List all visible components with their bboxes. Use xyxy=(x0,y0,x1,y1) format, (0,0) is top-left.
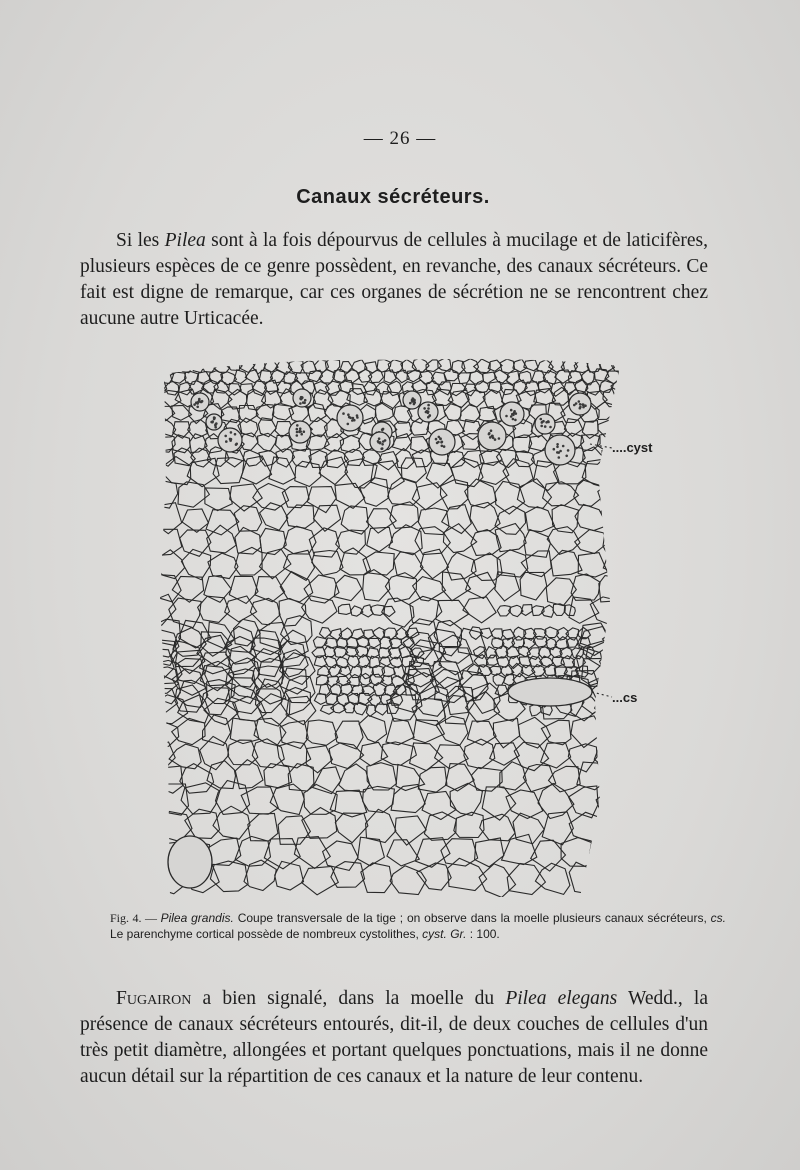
paragraph-1-text-a: Si les xyxy=(116,230,165,251)
tissue-cell xyxy=(229,383,242,395)
cystolith-granule xyxy=(214,426,217,429)
cystolith-granule xyxy=(562,445,565,448)
tissue-cell xyxy=(475,838,504,867)
tissue-cell xyxy=(329,743,363,769)
tissue-cell xyxy=(525,507,554,532)
cystolith-granule xyxy=(296,428,299,431)
tissue-cell xyxy=(603,550,634,577)
tissue-cell xyxy=(167,358,180,372)
cystolith-granule xyxy=(491,435,494,438)
cystolith-granule xyxy=(384,439,387,442)
cystolith-granule xyxy=(211,421,214,424)
tissue-cell xyxy=(234,506,261,532)
tissue-cell xyxy=(360,742,388,765)
tissue-cell xyxy=(288,764,314,792)
cystolith-granule xyxy=(515,412,518,415)
tissue-cell xyxy=(350,666,362,678)
cystolith-granule xyxy=(565,455,568,458)
cystolith-granule xyxy=(347,423,350,426)
tissue-cell xyxy=(493,674,505,685)
cystolith-granule xyxy=(299,427,302,430)
tissue-cell xyxy=(335,721,363,749)
cystolith-granule xyxy=(342,412,345,415)
cystolith-granule xyxy=(441,445,444,448)
tissue-cell xyxy=(524,530,551,558)
tissue-cell xyxy=(467,721,496,745)
tissue-cell xyxy=(344,702,355,713)
tissue-cell xyxy=(382,598,414,627)
tissue-cell xyxy=(364,390,383,406)
tissue-cell xyxy=(294,837,330,869)
cystolith-granule xyxy=(296,424,299,427)
cystolith-granule xyxy=(582,403,585,406)
tissue-cell xyxy=(155,784,188,815)
tissue-cell xyxy=(507,863,545,894)
tissue-cell xyxy=(596,789,630,817)
tissue-cell xyxy=(152,418,175,438)
tissue-cell xyxy=(580,623,610,647)
tissue-cell xyxy=(312,551,343,576)
tissue-cell xyxy=(355,646,367,658)
cystolith-granule xyxy=(512,414,515,417)
tissue-cell xyxy=(601,764,636,792)
tissue-cell xyxy=(439,647,473,674)
cystolith-granule xyxy=(558,456,561,459)
figure-label-cyst: ....cyst xyxy=(612,440,653,455)
tissue-cell xyxy=(150,480,178,508)
tissue-cell xyxy=(359,715,387,742)
cystolith-cell xyxy=(535,414,555,434)
tissue-cell xyxy=(358,837,385,866)
caption-gr: Gr. xyxy=(450,927,467,941)
tissue-cell xyxy=(216,781,250,815)
cystolith-granule xyxy=(488,432,491,435)
tissue-cell xyxy=(534,389,556,405)
tissue-cell xyxy=(391,785,425,813)
cystolith-granule xyxy=(544,425,547,428)
cystolith-granule xyxy=(423,407,426,410)
paragraph-2-text-a: a bien signalé, dans la moelle du xyxy=(191,988,506,1009)
tissue-cell xyxy=(387,840,419,866)
tissue-cell xyxy=(469,371,484,384)
tissue-cell xyxy=(599,576,627,602)
tissue-cell xyxy=(502,834,537,864)
cystolith-granule xyxy=(381,443,384,446)
tissue-cell xyxy=(551,550,582,576)
tissue-cell xyxy=(575,504,607,530)
tissue-cell xyxy=(366,809,396,842)
tissue-cell xyxy=(361,863,392,893)
tissue-cell xyxy=(335,813,368,843)
cystolith-granule xyxy=(510,415,513,418)
tissue-cell xyxy=(571,716,604,748)
tissue-cell xyxy=(314,694,326,705)
tissue-cell xyxy=(418,508,449,535)
cystolith-granule xyxy=(505,415,508,418)
cystolith-granule xyxy=(514,419,517,422)
tissue-cell xyxy=(568,744,597,772)
tissue-cell xyxy=(360,478,389,507)
cystolith-granule xyxy=(347,413,350,416)
cystolith-granule xyxy=(304,399,307,402)
cystolith-granule xyxy=(512,418,515,421)
tissue-cell xyxy=(157,449,174,466)
cystolith-granule xyxy=(567,449,570,452)
tissue-cell xyxy=(549,766,581,792)
cystolith-granule xyxy=(541,421,544,424)
tissue-cell xyxy=(389,525,422,555)
tissue-cell xyxy=(231,678,258,704)
tissue-cell xyxy=(151,402,175,422)
tissue-cell xyxy=(441,839,478,866)
tissue-cell xyxy=(225,626,256,652)
tissue-cell xyxy=(281,688,311,716)
cystolith-granule xyxy=(299,430,302,433)
tissue-cell xyxy=(207,525,236,553)
tissue-cell xyxy=(553,604,565,616)
tissue-cell xyxy=(598,420,617,438)
tissue-cell xyxy=(390,502,419,529)
cystolith-granule xyxy=(438,436,441,439)
tissue-cell xyxy=(395,816,426,845)
tissue-cell xyxy=(341,684,354,695)
tissue-cell xyxy=(600,649,632,676)
tissue-cell xyxy=(577,762,607,790)
cystolith-granule xyxy=(575,402,578,405)
cystolith-granule xyxy=(579,403,582,406)
cystolith-granule xyxy=(498,437,501,440)
cystolith-granule xyxy=(427,412,430,415)
tissue-cell xyxy=(172,718,205,744)
cystolith-granule xyxy=(547,420,550,423)
tissue-cell xyxy=(278,816,310,845)
caption-magnification: : 100. xyxy=(466,927,500,941)
tissue-cell xyxy=(375,403,393,421)
tissue-cell xyxy=(234,370,247,384)
tissue-cell xyxy=(339,764,370,792)
cystolith-granule xyxy=(549,426,552,429)
tissue-cell xyxy=(151,529,182,555)
tissue-cell xyxy=(415,838,450,868)
tissue-cell xyxy=(543,482,579,506)
tissue-cell xyxy=(256,684,282,713)
tissue-cell xyxy=(323,841,359,870)
caption-cs: cs. xyxy=(710,911,726,925)
cystolith-granule xyxy=(199,401,202,404)
tissue-cell xyxy=(190,359,205,373)
tissue-cell xyxy=(569,862,601,894)
tissue-cell xyxy=(289,405,309,422)
figure-label-cyst-text: cyst xyxy=(626,440,653,455)
section-title: Canaux sécréteurs. xyxy=(296,186,490,208)
cystolith-granule xyxy=(553,448,556,451)
tissue-cell xyxy=(610,458,643,485)
cystolith-granule xyxy=(196,406,199,409)
tissue-cell xyxy=(244,860,276,890)
tissue-cell xyxy=(353,703,367,715)
cystolith-granule xyxy=(296,431,299,434)
tissue-cell xyxy=(306,720,337,745)
tissue-cell xyxy=(392,434,412,451)
cystolith-granule xyxy=(556,443,559,446)
tissue-cell xyxy=(571,574,600,600)
tissue-cell xyxy=(175,658,204,683)
cystolith-granule xyxy=(427,404,430,407)
tissue-cell xyxy=(284,526,317,554)
tissue-cell xyxy=(255,577,285,602)
tissue-cell xyxy=(367,527,393,552)
cystolith-granule xyxy=(513,410,516,413)
tissue-cell xyxy=(578,553,607,577)
cystolith-granule xyxy=(428,414,431,417)
paragraph-2-author: Fugairon xyxy=(116,988,192,1009)
tissue-cell xyxy=(205,488,233,511)
tissue-cell xyxy=(435,745,469,769)
cystolith-granule xyxy=(351,419,354,422)
secretory-canal xyxy=(168,836,212,888)
tissue-cell xyxy=(240,384,253,395)
tissue-cell xyxy=(601,503,635,534)
tissue-cell xyxy=(204,576,232,603)
tissue-cell xyxy=(569,597,599,623)
caption-body-1: Coupe transversale de la tige ; on observe dans la moelle plusieurs canaux sécréteurs, xyxy=(233,911,711,925)
cystolith-granule xyxy=(296,434,299,437)
tissue-cell xyxy=(520,572,547,600)
paragraph-1-genus: Pilea xyxy=(164,230,206,251)
figure-caption xyxy=(110,910,726,942)
tissue-cell xyxy=(590,839,625,869)
tissue-cell xyxy=(314,505,341,531)
tissue-cell xyxy=(413,577,446,601)
tissue-cell xyxy=(340,548,371,575)
page-number: — 26 — xyxy=(363,128,437,149)
tissue-cell xyxy=(150,575,181,602)
tissue-cell xyxy=(230,484,263,511)
tissue-cell xyxy=(319,457,347,484)
tissue-cell xyxy=(253,362,265,374)
tissue-cell xyxy=(260,503,288,530)
tissue-cell xyxy=(182,509,208,532)
paragraph-2-text-b: Wedd., la présence de canaux sécréteurs entourés, dit-il, de deux couches de cellules d'un très petit diamètre, allongées et portant quelques ponctuations, mais il ne donne aucun détail sur la répartition de ces canaux et la nature de leur contenu. xyxy=(80,988,708,1087)
tissue-cell xyxy=(598,481,628,509)
tissue-cell xyxy=(375,704,388,715)
cystolith-granule xyxy=(224,435,227,438)
secretory-canal xyxy=(508,678,592,706)
cystolith-granule xyxy=(356,414,359,417)
tissue-cell xyxy=(454,812,484,837)
tissue-cell xyxy=(180,530,211,556)
tissue-cell xyxy=(541,720,571,745)
cystolith-granule xyxy=(441,441,444,444)
tissue-cell xyxy=(160,457,191,485)
tissue-cell xyxy=(160,391,181,407)
tissue-cell xyxy=(286,505,314,528)
tissue-cell xyxy=(364,630,375,639)
cystolith-granule xyxy=(198,398,201,401)
tissue-cell xyxy=(155,695,188,724)
cystolith-granule xyxy=(378,437,381,440)
tissue-cell xyxy=(241,456,272,484)
tissue-cell xyxy=(367,763,397,790)
cystolith-granule xyxy=(379,442,382,445)
stem-section-illustration xyxy=(150,352,660,902)
caption-species: Pilea grandis. xyxy=(160,911,234,925)
tissue-cell xyxy=(606,656,632,683)
tissue-cell xyxy=(260,549,291,579)
tissue-cell xyxy=(181,549,210,579)
tissue-cell xyxy=(320,628,332,639)
tissue-cell xyxy=(292,449,311,467)
tissue-cell xyxy=(178,359,191,373)
cystolith-granule xyxy=(381,447,384,450)
cystolith-granule xyxy=(556,446,559,449)
cystolith-granule xyxy=(540,425,543,428)
cystolith-granule xyxy=(234,433,237,436)
cystolith-granule xyxy=(225,440,228,443)
tissue-cell xyxy=(235,547,262,575)
tissue-cell xyxy=(282,487,309,508)
cystolith-granule xyxy=(299,402,302,405)
cystolith-granule xyxy=(556,451,559,454)
tissue-cell xyxy=(279,599,306,627)
cystolith-granule xyxy=(494,438,497,441)
cystolith-granule xyxy=(540,418,543,421)
tissue-cell xyxy=(561,838,596,867)
tissue-cell xyxy=(338,604,351,614)
cystolith-granule xyxy=(578,400,581,403)
cystolith-granule xyxy=(303,430,306,433)
tissue-cell xyxy=(541,743,571,768)
tissue-cell xyxy=(201,359,216,373)
tissue-cell xyxy=(384,606,395,616)
tissue-cell xyxy=(275,861,304,890)
tissue-cell xyxy=(233,696,266,721)
cystolith-granule xyxy=(381,428,384,431)
cystolith-granule xyxy=(559,450,562,453)
paragraph-2-species: Pilea elegans xyxy=(505,988,618,1009)
caption-cyst: cyst. xyxy=(422,927,447,941)
tissue-cell xyxy=(325,656,337,668)
tissue-cell xyxy=(307,487,336,513)
caption-body-2: Le parenchyme cortical possède de nombreux cystolithes, xyxy=(110,927,423,941)
tissue-cell xyxy=(552,387,569,405)
tissue-cell xyxy=(603,628,636,652)
tissue-cell xyxy=(152,361,168,373)
tissue-cell xyxy=(150,688,178,712)
cystolith-granule xyxy=(427,407,430,410)
paragraph-2 xyxy=(80,986,708,1090)
tissue-cell xyxy=(368,638,381,648)
tissue-cell xyxy=(603,525,633,554)
tissue-cell xyxy=(600,720,625,748)
tissue-cell xyxy=(418,767,447,792)
tissue-cell xyxy=(444,404,461,421)
tissue-cell xyxy=(208,553,238,579)
cystolith-granule xyxy=(300,433,303,436)
tissue-cell xyxy=(616,420,633,437)
cystolith-granule xyxy=(409,402,412,405)
cystolith-granule xyxy=(197,401,200,404)
tissue-cell xyxy=(258,658,284,687)
tissue-cell xyxy=(250,598,280,625)
figure-label-cs-text: cs xyxy=(622,690,638,705)
tissue-cell xyxy=(251,630,282,655)
cystolith-granule xyxy=(213,418,216,421)
cystolith-granule xyxy=(439,438,442,441)
cystolith-granule xyxy=(443,445,446,448)
cystolith-granule xyxy=(435,438,438,441)
tissue-cell xyxy=(500,762,527,790)
cystolith-granule xyxy=(510,409,513,412)
cystolith-granule xyxy=(437,441,440,444)
tissue-cell xyxy=(156,766,183,793)
cystolith-granule xyxy=(413,403,416,406)
paragraph-1 xyxy=(80,228,708,332)
tissue-cell xyxy=(463,597,496,623)
caption-prefix: Fig. 4. — xyxy=(110,911,161,925)
cystolith-granule xyxy=(348,416,351,419)
cystolith-granule xyxy=(301,396,304,399)
tissue-cell xyxy=(253,484,289,511)
cell-tissue-drawing xyxy=(150,352,660,902)
tissue-cell xyxy=(198,596,230,622)
tissue-cell xyxy=(607,623,638,645)
tissue-cell xyxy=(458,373,471,384)
tissue-cell xyxy=(595,867,631,897)
tissue-cell xyxy=(594,745,622,772)
cystolith-granule xyxy=(303,402,306,405)
paragraph-1-text-b: sont à la fois dépourvus de cellules à mucilage et de laticifères, plusieurs espèces de ce genre possèdent, en revanche, des canaux sécréteurs. Ce fait est digne de remarque, car ces organes de sécrétion ne se rencontrent chez aucune autre Urticacée. xyxy=(80,230,708,329)
cystolith-granule xyxy=(229,438,232,441)
tissue-cell xyxy=(417,863,452,890)
tissue-cell xyxy=(334,575,362,600)
tissue-cell xyxy=(574,480,605,506)
tissue-cell xyxy=(304,575,339,603)
tissue-cell xyxy=(424,812,456,840)
tissue-cell xyxy=(598,664,628,692)
cystolith-granule xyxy=(490,429,493,432)
tissue-cell xyxy=(614,405,631,425)
cystolith-granule xyxy=(214,423,217,426)
tissue-cell xyxy=(387,703,398,714)
cystolith-granule xyxy=(230,431,233,434)
tissue-cell xyxy=(280,572,313,602)
figure-label-cs: ...cs xyxy=(612,690,638,705)
tissue-cell xyxy=(386,718,414,745)
tissue-cell xyxy=(200,652,232,674)
cystolith-granule xyxy=(413,399,416,402)
tissue-cell xyxy=(598,811,634,841)
cystolith-granule xyxy=(579,406,582,409)
tissue-cell xyxy=(466,572,496,598)
cystolith-granule xyxy=(235,443,238,446)
